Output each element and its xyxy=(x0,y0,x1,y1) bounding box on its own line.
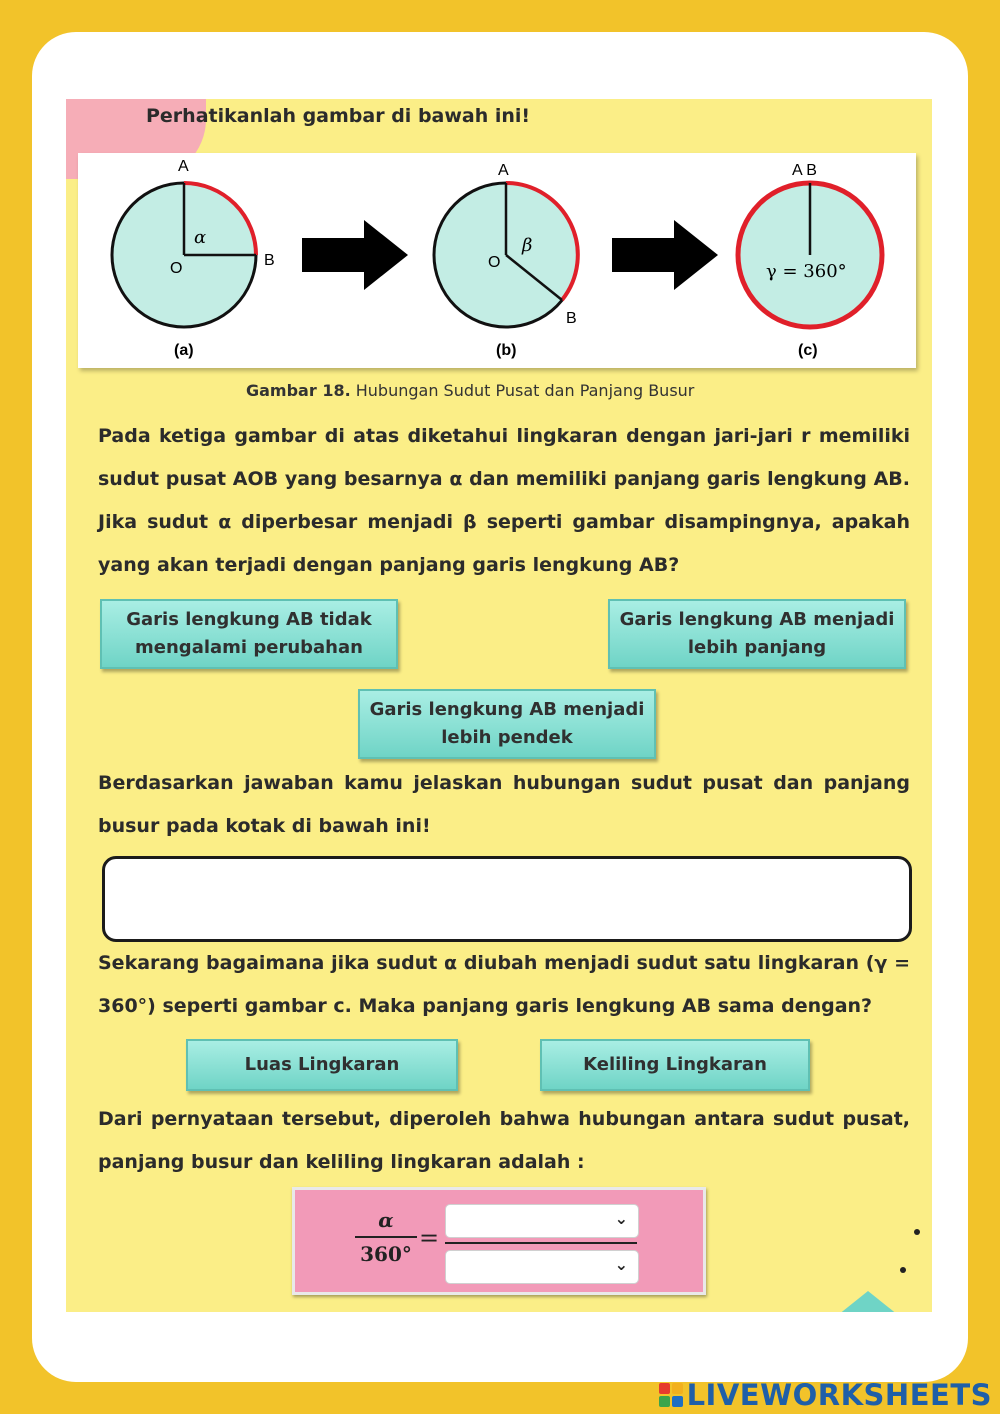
figure-panel xyxy=(78,153,916,368)
denominator-dropdown[interactable] xyxy=(445,1250,639,1284)
label-o: O xyxy=(488,254,501,271)
worksheet-page xyxy=(66,99,932,1312)
question-paragraph-2: Berdasarkan jawaban kamu jelaskan hubungan sudut pusat dan panjang busur pada kotak di bawah ini! xyxy=(98,772,910,837)
caption-c: (c) xyxy=(798,342,818,359)
chevron-down-icon: ⌄ xyxy=(614,1255,628,1274)
fraction xyxy=(355,1208,417,1266)
liveworksheets-logo xyxy=(659,1378,992,1412)
circle-c xyxy=(738,162,882,359)
question-paragraph-1: Pada ketiga gambar di atas diketahui lingkaran dengan jari-jari r memiliki sudut pusat AOB yang besarnya α dan memiliki panjang garis lengkung AB. Jika sudut α diperbesar menjadi β seperti gambar disampingnya, apakah yang akan terjadi dengan panjang garis lengkung AB? xyxy=(98,425,910,576)
fraction-denominator: 360° xyxy=(360,1242,412,1266)
fraction-bar xyxy=(355,1236,417,1238)
equals-sign: = xyxy=(419,1224,440,1252)
angle-alpha: α xyxy=(194,227,207,248)
arrow-icon xyxy=(612,220,718,290)
label-a: A xyxy=(498,162,509,179)
circle-a xyxy=(112,158,275,359)
brand-name: LIVEWORKSHEETS xyxy=(686,1378,992,1412)
figure-caption xyxy=(246,381,694,400)
option-no-change[interactable]: Garis lengkung AB tidak mengalami perubahan xyxy=(100,599,398,669)
caption-text: Hubungan Sudut Pusat dan Panjang Busur xyxy=(350,381,695,400)
star-decoration xyxy=(838,1291,898,1312)
arrow-icon xyxy=(302,220,408,290)
decoration-dot xyxy=(914,1229,920,1235)
option-shorter[interactable]: Garis lengkung AB menjadi lebih pendek xyxy=(358,689,656,759)
numerator-dropdown[interactable] xyxy=(445,1204,639,1238)
label-ab: A B xyxy=(792,162,817,179)
circle-b xyxy=(434,162,578,359)
option-longer[interactable]: Garis lengkung AB menjadi lebih panjang xyxy=(608,599,906,669)
label-b: B xyxy=(566,310,577,327)
fraction-bar xyxy=(445,1242,637,1244)
circle-diagram xyxy=(78,153,916,368)
caption-prefix: Gambar 18. xyxy=(246,381,351,400)
logo-icon xyxy=(659,1383,683,1407)
angle-beta: β xyxy=(522,235,533,256)
decoration-dot xyxy=(900,1267,906,1273)
question-paragraph-3: Sekarang bagaimana jika sudut α diubah menjadi sudut satu lingkaran (γ = 360°) seperti gambar c. Maka panjang garis lengkung AB sama dengan? xyxy=(98,952,910,1017)
label-o: O xyxy=(170,260,183,277)
label-a: A xyxy=(178,158,189,175)
angle-gamma: γ = 360° xyxy=(766,261,847,282)
label-b: B xyxy=(264,252,275,269)
intro-text: Perhatikanlah gambar di bawah ini! xyxy=(146,105,531,127)
option-luas-lingkaran[interactable]: Luas Lingkaran xyxy=(186,1039,458,1091)
option-keliling-lingkaran[interactable]: Keliling Lingkaran xyxy=(540,1039,810,1091)
caption-b: (b) xyxy=(496,342,517,359)
chevron-down-icon: ⌄ xyxy=(614,1209,628,1228)
fraction-numerator: α xyxy=(378,1208,394,1232)
caption-a: (a) xyxy=(174,342,194,359)
answer-textbox[interactable] xyxy=(102,856,912,942)
question-paragraph-4: Dari pernyataan tersebut, diperoleh bahwa hubungan antara sudut pusat, panjang busur dan keliling lingkaran adalah : xyxy=(98,1108,910,1173)
formula-panel xyxy=(292,1187,706,1295)
